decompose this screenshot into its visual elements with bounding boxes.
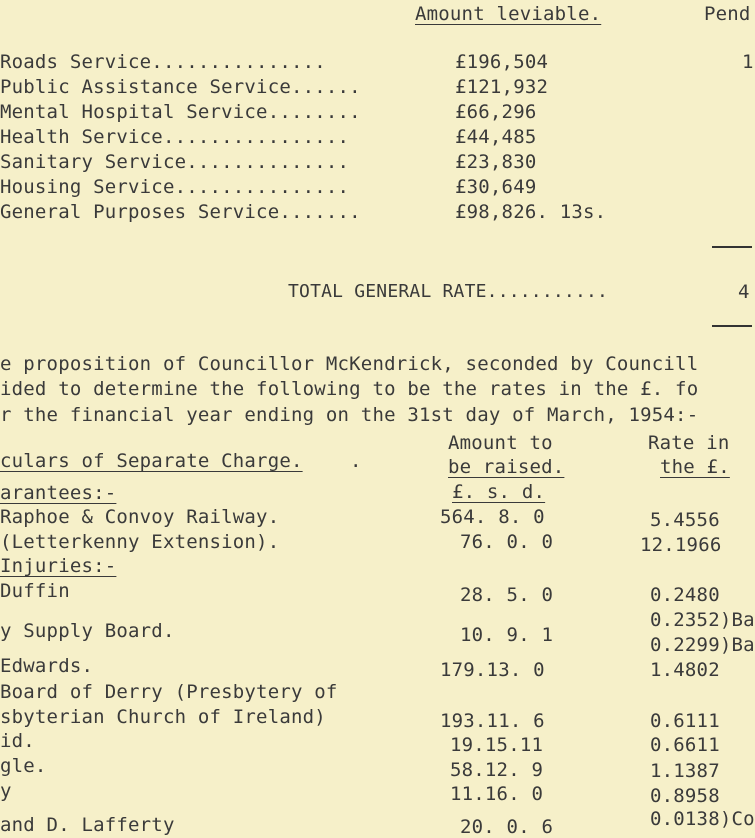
sum-rule-top [712,246,752,248]
table-row-amount: 193.11. 6 [440,710,545,732]
table-row-amount: 179.13. 0 [440,659,545,681]
table-row-amount: 20. 0. 6 [460,816,554,838]
sum-rule-bottom [712,325,752,327]
service-amount: £98,826. 13s. [455,201,607,223]
table-row-amount: 564. 8. 0 [440,506,545,528]
table-row-rate: 0.6611 [650,734,720,756]
proposition-line: r the financial year ending on the 31st day of March, 1954:- [0,404,699,426]
service-name: Public Assistance Service...... [0,76,361,98]
table-row-amount: 19.15.11 [450,734,544,756]
table-row-label: Board of Derry (Presbytery of [0,681,338,703]
service-amount: £44,485 [455,126,537,148]
table-row-label: y Supply Board. [0,620,175,642]
table-row-rate: 12.1966 [640,534,722,556]
service-amount: £196,504 [455,51,549,73]
service-name: Roads Service............... [0,51,326,73]
table-row-amount: 10. 9. 1 [460,624,554,646]
table-row-amount: 28. 5. 0 [460,584,554,606]
service-amount: £23,830 [455,151,537,173]
table-row-rate: 0.0138)Co [650,808,755,830]
lsd-header: £. s. d. [452,481,546,503]
table-row-amount: 76. 0. 0 [460,531,554,553]
table-row-label: Edwards. [0,655,94,677]
total-rate-value: 4 [738,281,750,303]
service-name: Sanitary Service.............. [0,151,350,173]
table-row-label: Injuries:- [0,555,117,577]
proposition-line: e proposition of Councillor McKendrick, seconded by Councill [0,353,699,375]
table-row-label: Duffin [0,580,70,602]
service-extra: 1 [742,51,754,73]
table-row-rate: 0.8958 [650,785,720,807]
header-dot: . [350,450,362,472]
service-name: Mental Hospital Service........ [0,101,361,123]
table-row-label: sbyterian Church of Ireland) [0,706,326,728]
table-row-label: gle. [0,755,47,777]
table-row-label: (Letterkenny Extension). [0,531,280,553]
particulars-header: culars of Separate Charge. [0,450,303,472]
table-row-rate: 0.2480 [650,584,720,606]
table-row-rate: 1.1387 [650,760,720,782]
table-row-label: and D. Lafferty [0,814,175,836]
table-row-rate: 1.4802 [650,659,720,681]
amount-header-1: Amount to [448,432,553,454]
table-row-rate-2: 0.2299)Ba [650,634,755,656]
table-row-label: y [0,780,12,802]
table-row-label: arantees:- [0,482,117,504]
service-name: Health Service................ [0,126,350,148]
pending-heading: Pend [704,3,751,25]
rate-header-1: Rate in [648,432,730,454]
service-amount: £66,296 [455,101,537,123]
proposition-line: ided to determine the following to be the rates in the £. fo [0,378,699,400]
table-row-rate: 0.2352)Ba [650,609,755,631]
service-amount: £30,649 [455,176,537,198]
total-rate-label: TOTAL GENERAL RATE........... [288,281,609,302]
table-row-amount: 58.12. 9 [450,759,544,781]
table-row-label: id. [0,730,35,752]
service-amount: £121,932 [455,76,549,98]
table-row-rate: 0.6111 [650,710,720,732]
table-row-amount: 11.16. 0 [450,783,544,805]
amount-leviable-heading: Amount leviable. [415,3,602,25]
table-row-rate: 5.4556 [650,509,720,531]
service-name: Housing Service............... [0,176,350,198]
rate-header-2: the £. [660,456,730,478]
amount-header-2: be raised. [448,456,565,478]
table-row-label: Raphoe & Convoy Railway. [0,506,280,528]
service-name: General Purposes Service....... [0,201,361,223]
